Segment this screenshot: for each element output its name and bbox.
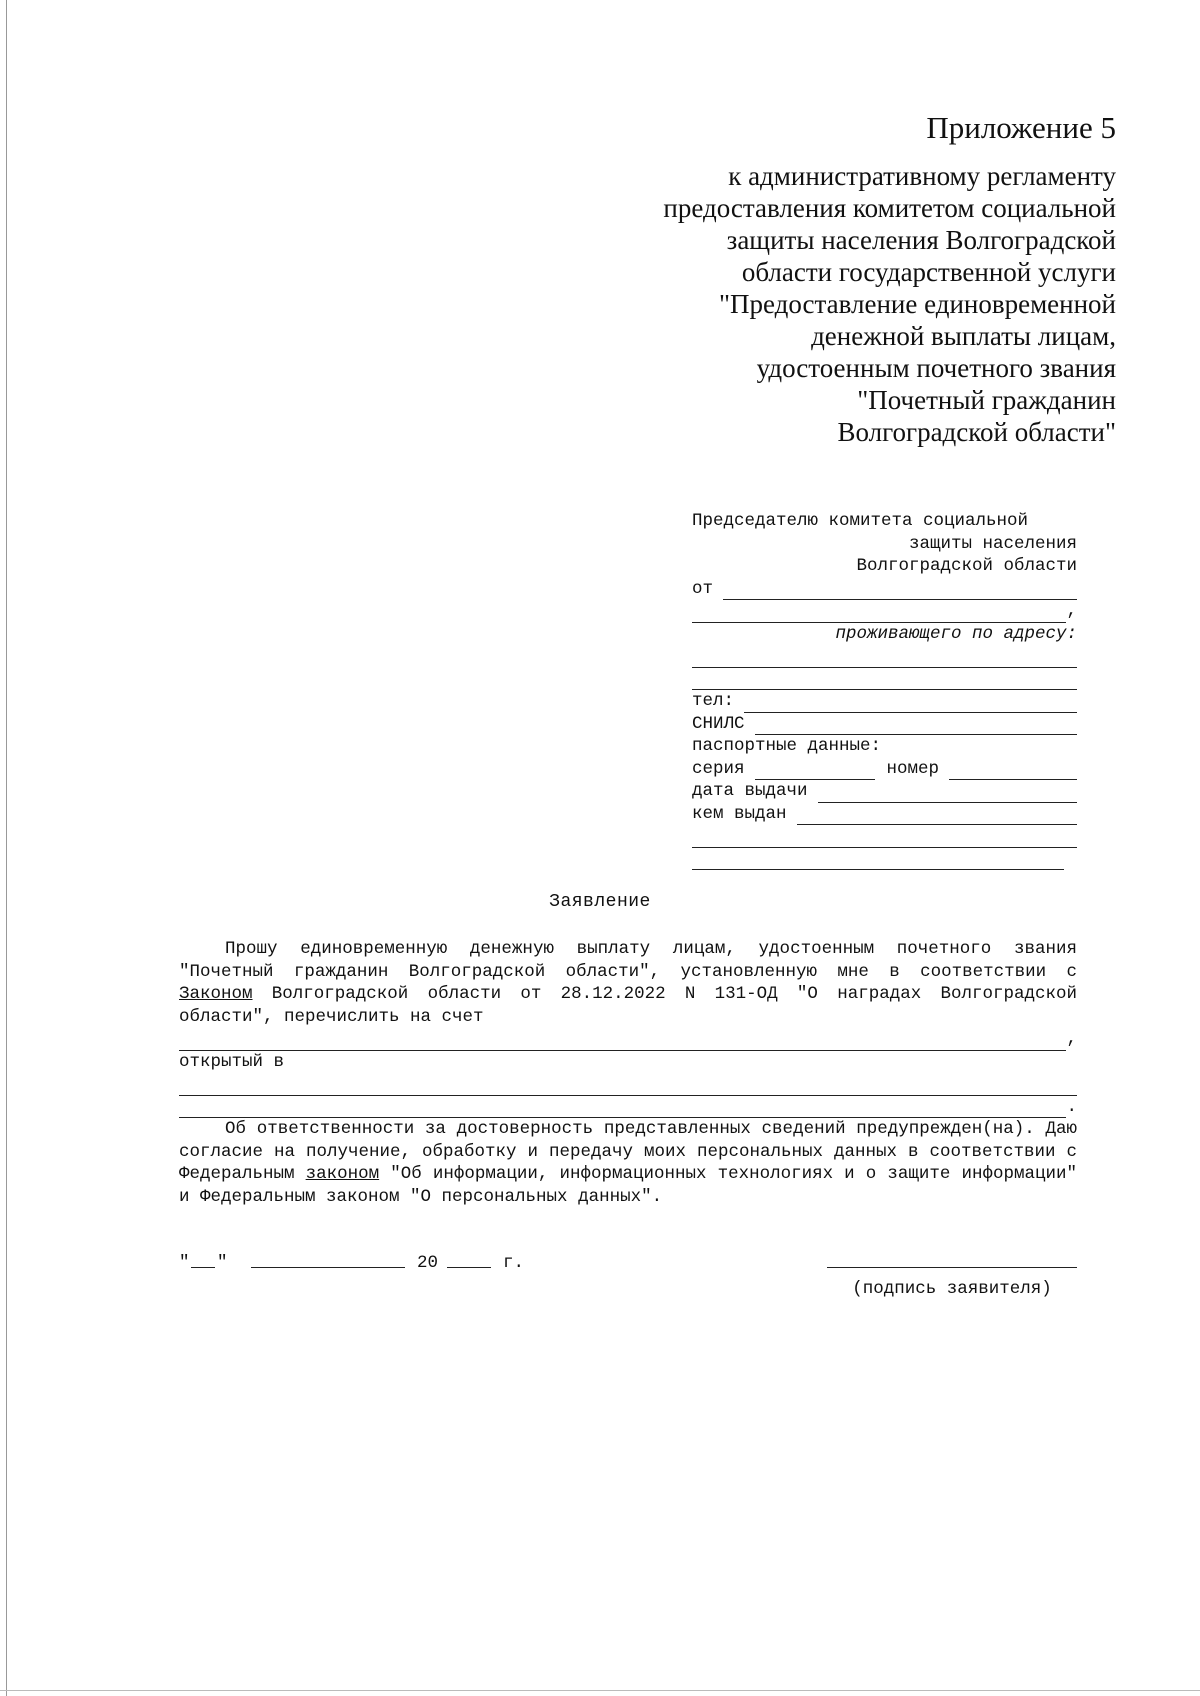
document-title: Заявление bbox=[549, 892, 651, 912]
quote-close: " bbox=[217, 1253, 228, 1273]
addressee-line: Волгоградской области bbox=[856, 556, 1077, 576]
series-label: серия bbox=[692, 758, 745, 779]
appendix-line: области государственной услуги bbox=[741, 257, 1116, 287]
appendix-line: к административному регламенту bbox=[728, 161, 1116, 191]
comma: , bbox=[1066, 1029, 1077, 1049]
issue-date-label: дата выдачи bbox=[692, 781, 808, 801]
passport-series-row bbox=[692, 758, 1077, 781]
page-edge bbox=[6, 0, 7, 1696]
bank-field-2[interactable] bbox=[179, 1102, 1066, 1118]
appendix-line: "Почетный гражданин bbox=[857, 385, 1116, 415]
appendix-line: предоставления комитетом социальной bbox=[663, 193, 1116, 223]
consent-text-2: "Об информации, информационных технологиях и о защите информации" и Федеральным законом "О персональных данных". bbox=[179, 1164, 1077, 1207]
request-paragraph bbox=[179, 938, 1077, 1028]
from-row bbox=[692, 578, 1077, 601]
appendix-line: Волгоградской области" bbox=[837, 417, 1116, 447]
issued-by-row bbox=[692, 803, 1077, 826]
appendix-line: удостоенным почетного звания bbox=[756, 353, 1116, 383]
account-field[interactable] bbox=[179, 1035, 1066, 1051]
issued-by-field-2[interactable] bbox=[692, 825, 1077, 848]
addressee-block bbox=[692, 510, 1077, 870]
number-label: номер bbox=[886, 758, 940, 779]
issued-by-field-3[interactable] bbox=[692, 848, 1064, 871]
month-field[interactable] bbox=[251, 1267, 405, 1268]
signature-caption: (подпись заявителя) bbox=[852, 1279, 1052, 1299]
appendix-line: защиты населения Волгоградской bbox=[726, 225, 1116, 255]
issued-by-label: кем выдан bbox=[692, 803, 787, 824]
appendix-subtitle bbox=[556, 160, 1116, 448]
comma: , bbox=[1066, 601, 1077, 621]
from-field-2[interactable] bbox=[692, 607, 1066, 623]
bank-row-1 bbox=[179, 1073, 1077, 1096]
passport-label: паспортные данные: bbox=[692, 736, 882, 756]
federal-law-link[interactable]: законом bbox=[305, 1164, 380, 1184]
date-signature-row bbox=[179, 1252, 1077, 1275]
period: . bbox=[1066, 1096, 1077, 1117]
year-field[interactable] bbox=[447, 1267, 491, 1268]
phone-row bbox=[692, 690, 1077, 713]
address-field-1[interactable] bbox=[692, 645, 1077, 668]
request-text-2: Волгоградской области от 28.12.2022 N 131-ОД "О наградах Волгоградской области", перечислить на счет bbox=[179, 984, 1077, 1027]
from-continuation-row bbox=[692, 600, 1077, 623]
phone-field[interactable] bbox=[744, 697, 1077, 713]
snils-row bbox=[692, 713, 1077, 736]
addressee-line: Председателю комитета социальной bbox=[692, 511, 1029, 531]
year-prefix: 20 bbox=[417, 1253, 439, 1273]
address-label: проживающего по адресу: bbox=[835, 623, 1077, 644]
application-body bbox=[179, 938, 1077, 1208]
phone-label: тел: bbox=[692, 691, 735, 711]
page-edge-bottom bbox=[0, 1690, 1200, 1691]
snils-field[interactable] bbox=[755, 719, 1077, 735]
consent-text: Об ответственности за достоверность представленных сведений предупрежден(на). Даю согласие на получение, обработку и передачу моих персональных данных в соответствии с Федеральным bbox=[179, 1119, 1077, 1184]
bank-field-1[interactable] bbox=[179, 1080, 1077, 1096]
appendix-line: денежной выплаты лицам, bbox=[811, 321, 1116, 351]
appendix-line: "Предоставление единовременной bbox=[718, 289, 1116, 319]
quote-open: " bbox=[179, 1253, 190, 1273]
number-field[interactable] bbox=[949, 764, 1077, 780]
request-text: Прошу единовременную денежную выплату лицам, удостоенным почетного звания "Почетный гражданин Волгоградской области", установленную мне в соответствии с bbox=[179, 939, 1077, 982]
addressee-line: защиты населения bbox=[908, 533, 1077, 554]
consent-paragraph bbox=[179, 1118, 1077, 1208]
bank-row-2 bbox=[179, 1096, 1077, 1119]
issue-date-field[interactable] bbox=[818, 787, 1077, 803]
address-field-2[interactable] bbox=[692, 668, 1077, 691]
snils-label: СНИЛС bbox=[692, 713, 745, 734]
law-link[interactable]: Законом bbox=[179, 984, 253, 1004]
signature-field[interactable] bbox=[827, 1267, 1077, 1268]
from-field[interactable] bbox=[723, 584, 1077, 600]
day-field[interactable] bbox=[191, 1267, 215, 1268]
from-label: от bbox=[692, 578, 714, 599]
year-suffix: г. bbox=[503, 1253, 525, 1273]
opened-in-label: открытый в bbox=[179, 1051, 285, 1072]
appendix-title: Приложение 5 bbox=[926, 110, 1116, 145]
issued-by-field[interactable] bbox=[797, 809, 1077, 825]
series-field[interactable] bbox=[755, 764, 875, 780]
issue-date-row bbox=[692, 780, 1077, 803]
account-row bbox=[179, 1028, 1077, 1051]
